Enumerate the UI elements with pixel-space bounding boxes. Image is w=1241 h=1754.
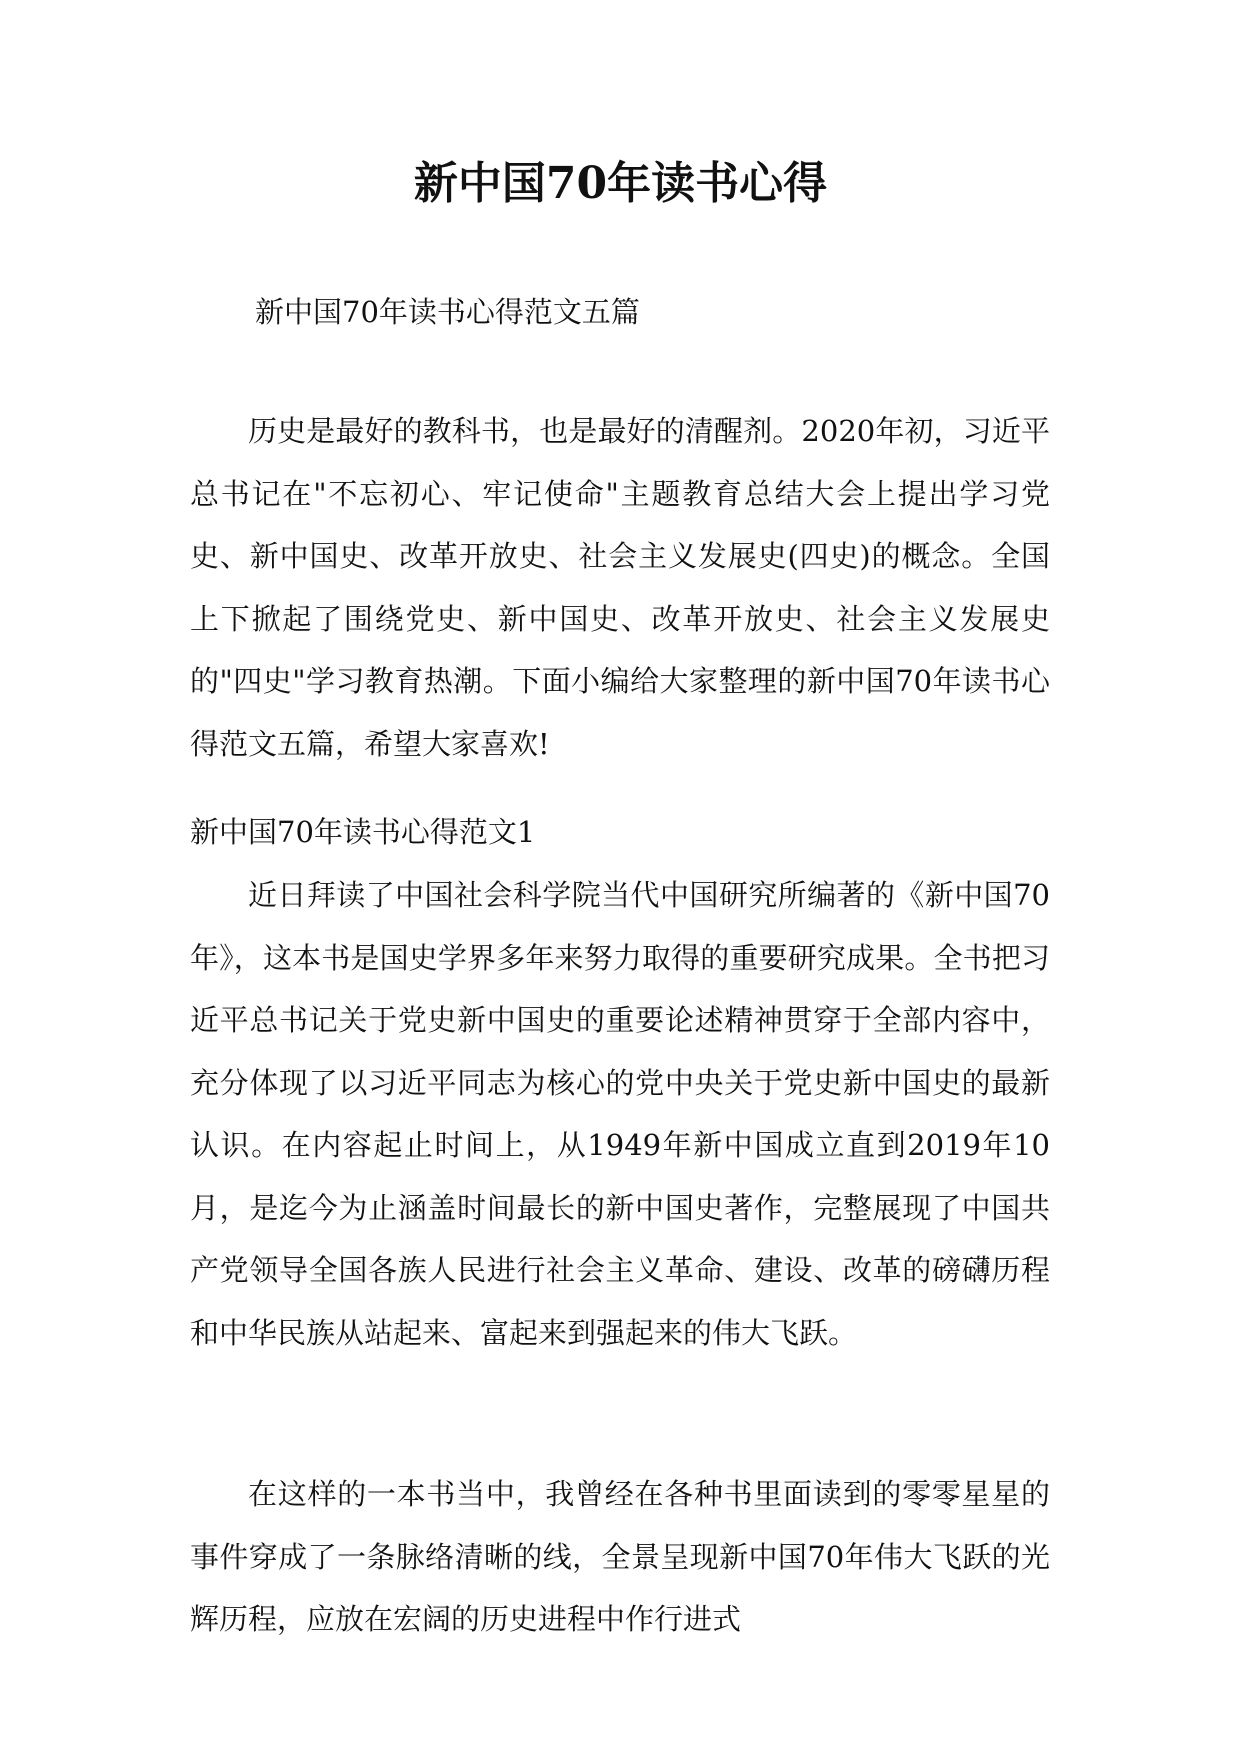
body-paragraph-2: 在这样的一本书当中，我曾经在各种书里面读到的零零星星的事件穿成了一条脉络清晰的线，全景呈现新中国70年伟大飞跃的光辉历程，应放在宏阔的历史进程中作行进式 bbox=[190, 1477, 1050, 1636]
body-paragraph-1: 近日拜读了中国社会科学院当代中国研究所编著的《新中国70年》，这本书是国史学界多年来努力取得的重要研究成果。全书把习近平总书记关于党史新中国史的重要论述精神贯穿于全部内容中，充分体现了以习近平同志为核心的党中央关于党史新中国史的最新认识。在内容起止时间上，从1949年新中国成立直到2019年10月，是迄今为止涵盖时间最长的新中国史著作，完整展现了中国共产党领导全国各族人民进行社会主义革命、建设、改革的磅礴历程和中华民族从站起来、富起来到强起来的伟大飞跃。 bbox=[190, 878, 1050, 1350]
document-subtitle: 新中国70年读书心得范文五篇 bbox=[255, 295, 640, 329]
section-heading: 新中国70年读书心得范文1 bbox=[190, 815, 536, 849]
intro-paragraph: 历史是最好的教科书，也是最好的清醒剂。2020年初，习近平总书记在"不忘初心、牢记使命"主题教育总结大会上提出学习党史、新中国史、改革开放史、社会主义发展史(四史)的概念。全国上下掀起了围绕党史、新中国史、改革开放史、社会主义发展史的"四史"学习教育热潮。下面小编给大家整理的新中国70年读书心得范文五篇，希望大家喜欢! bbox=[190, 414, 1050, 761]
document-title: 新中国70年读书心得 bbox=[413, 158, 828, 209]
